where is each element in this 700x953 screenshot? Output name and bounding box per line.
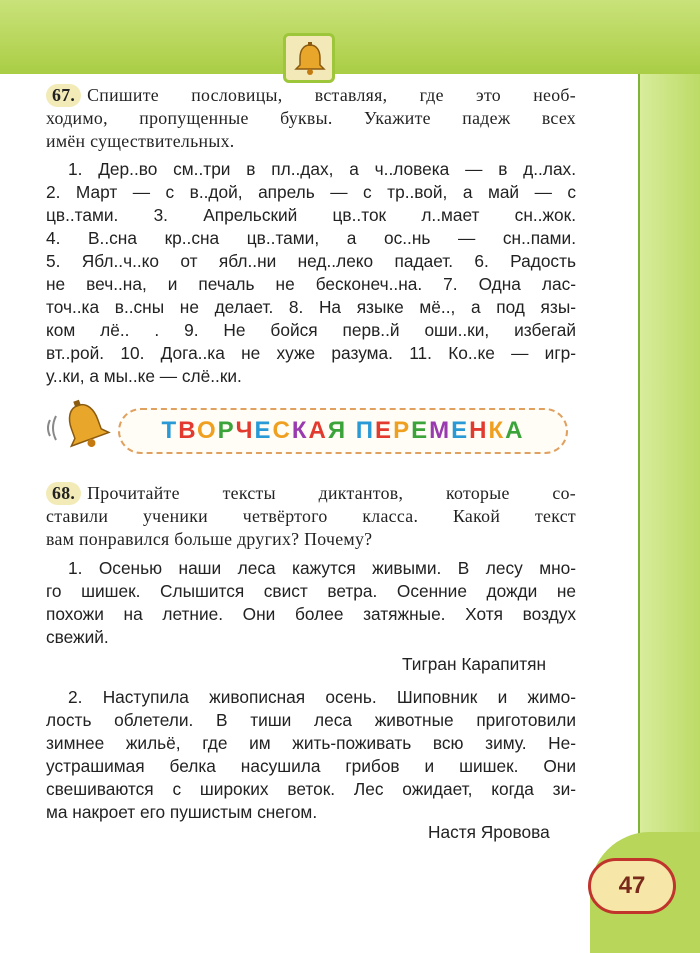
page-number: 47 (588, 858, 676, 914)
banner-letter: Е (375, 417, 394, 444)
proverb-line: ком лё.. . 9. Не бойся перв..й оши..ки, избегай (46, 320, 576, 340)
proverb-line: не веч..на, и печаль не бесконеч..на. 7. Одна лас- (46, 274, 576, 294)
task-number: 67. (46, 84, 81, 107)
proverb-line: цв..тами. 3. Апрельский цв..ток л..мает сн..жок. (46, 205, 576, 225)
banner-letter: Р (393, 417, 412, 444)
task-67-proverbs (46, 158, 576, 388)
banner-letter: П (355, 417, 376, 444)
banner-letter: С (272, 417, 292, 444)
dictation-line: устрашимая белка насушила грибов и шишек. Они (46, 756, 576, 776)
dictation-line: похожи на летние. Они более затяжные. Хотя воздух (46, 604, 576, 624)
dictation-text-1 (46, 557, 576, 649)
task-67-line: имён существительных. (46, 131, 235, 151)
task-68-instruction (46, 482, 576, 551)
dictation-line: 2. Наступила живописная осень. Шиповник и жимо- (68, 687, 576, 707)
dictation-text-2 (46, 686, 576, 824)
banner-letter: М (429, 417, 452, 444)
dictation-line: зимнее жильё, где им жить-поживать всю зиму. Не- (46, 733, 576, 753)
banner-letter: В (178, 417, 197, 444)
author-2: Настя Яровова (428, 822, 550, 842)
creative-break-banner (118, 408, 568, 454)
proverb-line: точ..ка в..сны не делает. 8. На языке мё.., а под язы- (46, 297, 576, 317)
banner-title (162, 417, 525, 444)
top-decorative-band (0, 0, 700, 74)
banner-letter: А (308, 417, 328, 444)
task-67-instruction (46, 84, 576, 153)
task-67-line: ходимо, пропущенные буквы. Укажите падеж всех (46, 108, 576, 128)
bell-icon (283, 33, 335, 83)
dictation-line: го шишек. Слышится свист ветра. Осенние дожди не (46, 581, 576, 601)
dictation-line: 1. Осенью наши леса кажутся живыми. В лесу мно- (68, 558, 576, 578)
dictation-line: лость облетели. В тиши леса животные приготовили (46, 710, 576, 730)
task-68-line: вам понравился больше других? Почему? (46, 529, 373, 549)
banner-letter: О (196, 417, 218, 444)
banner-letter: К (291, 417, 309, 444)
dictation-line: ма накроет его пушистым снегом. (46, 802, 318, 822)
dictation-line: свежий. (46, 627, 109, 647)
banner-letter: Т (161, 417, 179, 444)
banner-letter: Е (451, 417, 470, 444)
task-67-line: 67. Спишите пословицы, вставляя, где это необ- (46, 84, 576, 107)
author-1: Тигран Карапитян (402, 654, 547, 674)
banner-letter: Я (327, 417, 348, 444)
banner-letter: Ч (235, 417, 255, 444)
proverb-line: у..ки, а мы..ке — слё..ки. (46, 366, 242, 386)
right-decorative-strip (640, 74, 700, 953)
banner-letter: Е (411, 417, 430, 444)
proverb-line: 4. В..сна кр..сна цв..тами, а ос..нь — сн..пами. (46, 228, 576, 248)
proverb-line: вт..рой. 10. Дога..ка не хуже разума. 11. Ко..ке — игр- (46, 343, 576, 363)
proverb-line: 2. Март — с в..дой, апрель — с тр..вой, а май — с (46, 182, 576, 202)
proverb-line: 5. Ябл..ч..ко от ябл..ни нед..леко падает. 6. Радость (46, 251, 576, 271)
banner-letter: Е (254, 417, 273, 444)
proverb-line: 1. Дер..во см..три в пл..дах, а ч..ловека — в д..лах. (68, 159, 576, 179)
banner-letter: К (488, 417, 506, 444)
task-68-line: 68. Прочитайте тексты диктантов, которые со- (46, 482, 576, 505)
banner-letter: Р (217, 417, 236, 444)
banner-letter (347, 417, 356, 444)
banner-bell-icon (46, 398, 118, 465)
dictation-line: свешиваются с широких веток. Лес ожидает, когда зи- (46, 779, 576, 799)
right-divider-line (638, 74, 640, 953)
task-68-line: ставили ученики четвёртого класса. Какой текст (46, 506, 576, 526)
banner-letter: А (505, 417, 525, 444)
task-number: 68. (46, 482, 81, 505)
banner-letter: Н (469, 417, 489, 444)
